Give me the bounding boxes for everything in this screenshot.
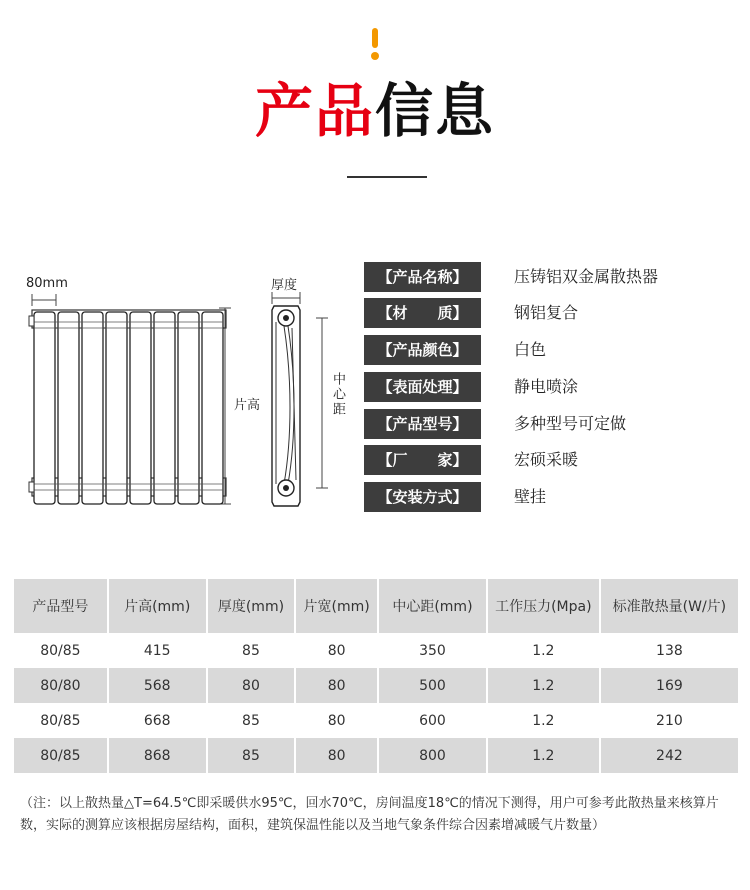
table-header-row (14, 579, 738, 633)
table-cell: 210 (656, 712, 683, 729)
table-header-cell: 中心距(mm) (379, 579, 486, 633)
spec-label: 【产品型号】 (364, 409, 481, 439)
thickness-dimension-label: 厚度 (271, 278, 298, 293)
spec-row (364, 372, 734, 402)
table-cell: 80/85 (40, 642, 81, 659)
footnote: （注：以上散热量△T=64.5℃即采暖供水95℃，回水70℃，房间温度18℃的情况下测得，用户可参考此散热量来核算片数，实际的测算应该根据房屋结构，面积，建筑保温性能以及当地气象条件综合因素增减暖气片数量） (20, 796, 719, 833)
table-cell: 85 (242, 712, 260, 729)
radiator-front-view (20, 288, 250, 518)
table-cell: 138 (656, 642, 683, 659)
table-cell: 85 (242, 642, 260, 659)
table-row (14, 703, 738, 738)
table-cell: 1.2 (532, 642, 555, 659)
spec-label: 【厂 家】 (364, 445, 481, 475)
table-cell: 80 (296, 738, 377, 773)
table-cell: 415 (143, 642, 171, 659)
table-cell: 80 (208, 668, 295, 703)
spec-row (364, 298, 734, 328)
spec-row (364, 482, 734, 512)
spec-label: 【产品名称】 (364, 262, 481, 292)
table-cell: 600 (419, 712, 446, 729)
table-cell: 800 (379, 738, 486, 773)
table-cell: 350 (419, 642, 446, 659)
table-cell: 80/85 (14, 738, 107, 773)
spec-label: 【安装方式】 (364, 482, 481, 512)
title-divider (347, 176, 427, 178)
table-header-cell: 片宽(mm) (296, 579, 377, 633)
table-cell: 80 (296, 668, 377, 703)
spec-label: 【表面处理】 (364, 372, 481, 402)
height-dimension-label: 片高 (234, 398, 261, 413)
table-cell: 568 (109, 668, 206, 703)
spec-label: 【产品颜色】 (364, 335, 481, 365)
spec-row (364, 335, 734, 365)
product-spec-table (12, 579, 740, 773)
table-header-cell: 产品型号 (14, 579, 107, 633)
table-cell: 1.2 (532, 712, 555, 729)
table-row (14, 668, 738, 703)
table-cell: 1.2 (488, 738, 599, 773)
table-header-cell: 片高(mm) (109, 579, 206, 633)
table-cell: 500 (379, 668, 486, 703)
spec-value: 压铸铝双金属散热器 (514, 267, 659, 286)
table-cell: 80/80 (14, 668, 107, 703)
spec-value: 多种型号可定做 (514, 414, 627, 433)
table-cell: 242 (601, 738, 738, 773)
title-red: 产品 (254, 77, 375, 145)
page-title (0, 76, 750, 146)
center-distance-label: 中心距 (330, 372, 345, 417)
spec-row (364, 409, 734, 439)
table-row (14, 633, 738, 668)
title-black: 信息 (375, 77, 496, 145)
exclamation-icon (370, 28, 380, 62)
table-cell: 169 (601, 668, 738, 703)
spec-row (364, 445, 734, 475)
width-dimension-label: 80mm (26, 276, 68, 291)
table-header-cell: 标准散热量(W/片) (601, 579, 738, 633)
spec-value: 白色 (514, 340, 547, 359)
table-cell: 668 (143, 712, 171, 729)
table-cell: 80 (327, 642, 346, 659)
table-header-cell: 厚度(mm) (208, 579, 295, 633)
table-cell: 85 (208, 738, 295, 773)
spec-value: 钢铝复合 (514, 303, 579, 322)
table-cell: 868 (109, 738, 206, 773)
spec-value: 静电喷涂 (514, 377, 579, 396)
table-cell: 1.2 (488, 668, 599, 703)
spec-value: 宏硕采暖 (514, 450, 579, 469)
table-row (14, 738, 738, 773)
table-header-cell: 工作压力(Mpa) (488, 579, 599, 633)
table-cell: 80/85 (40, 712, 81, 729)
table-cell: 80 (327, 712, 346, 729)
spec-label: 【材 质】 (364, 298, 481, 328)
spec-row (364, 262, 734, 292)
spec-value: 壁挂 (514, 487, 547, 506)
